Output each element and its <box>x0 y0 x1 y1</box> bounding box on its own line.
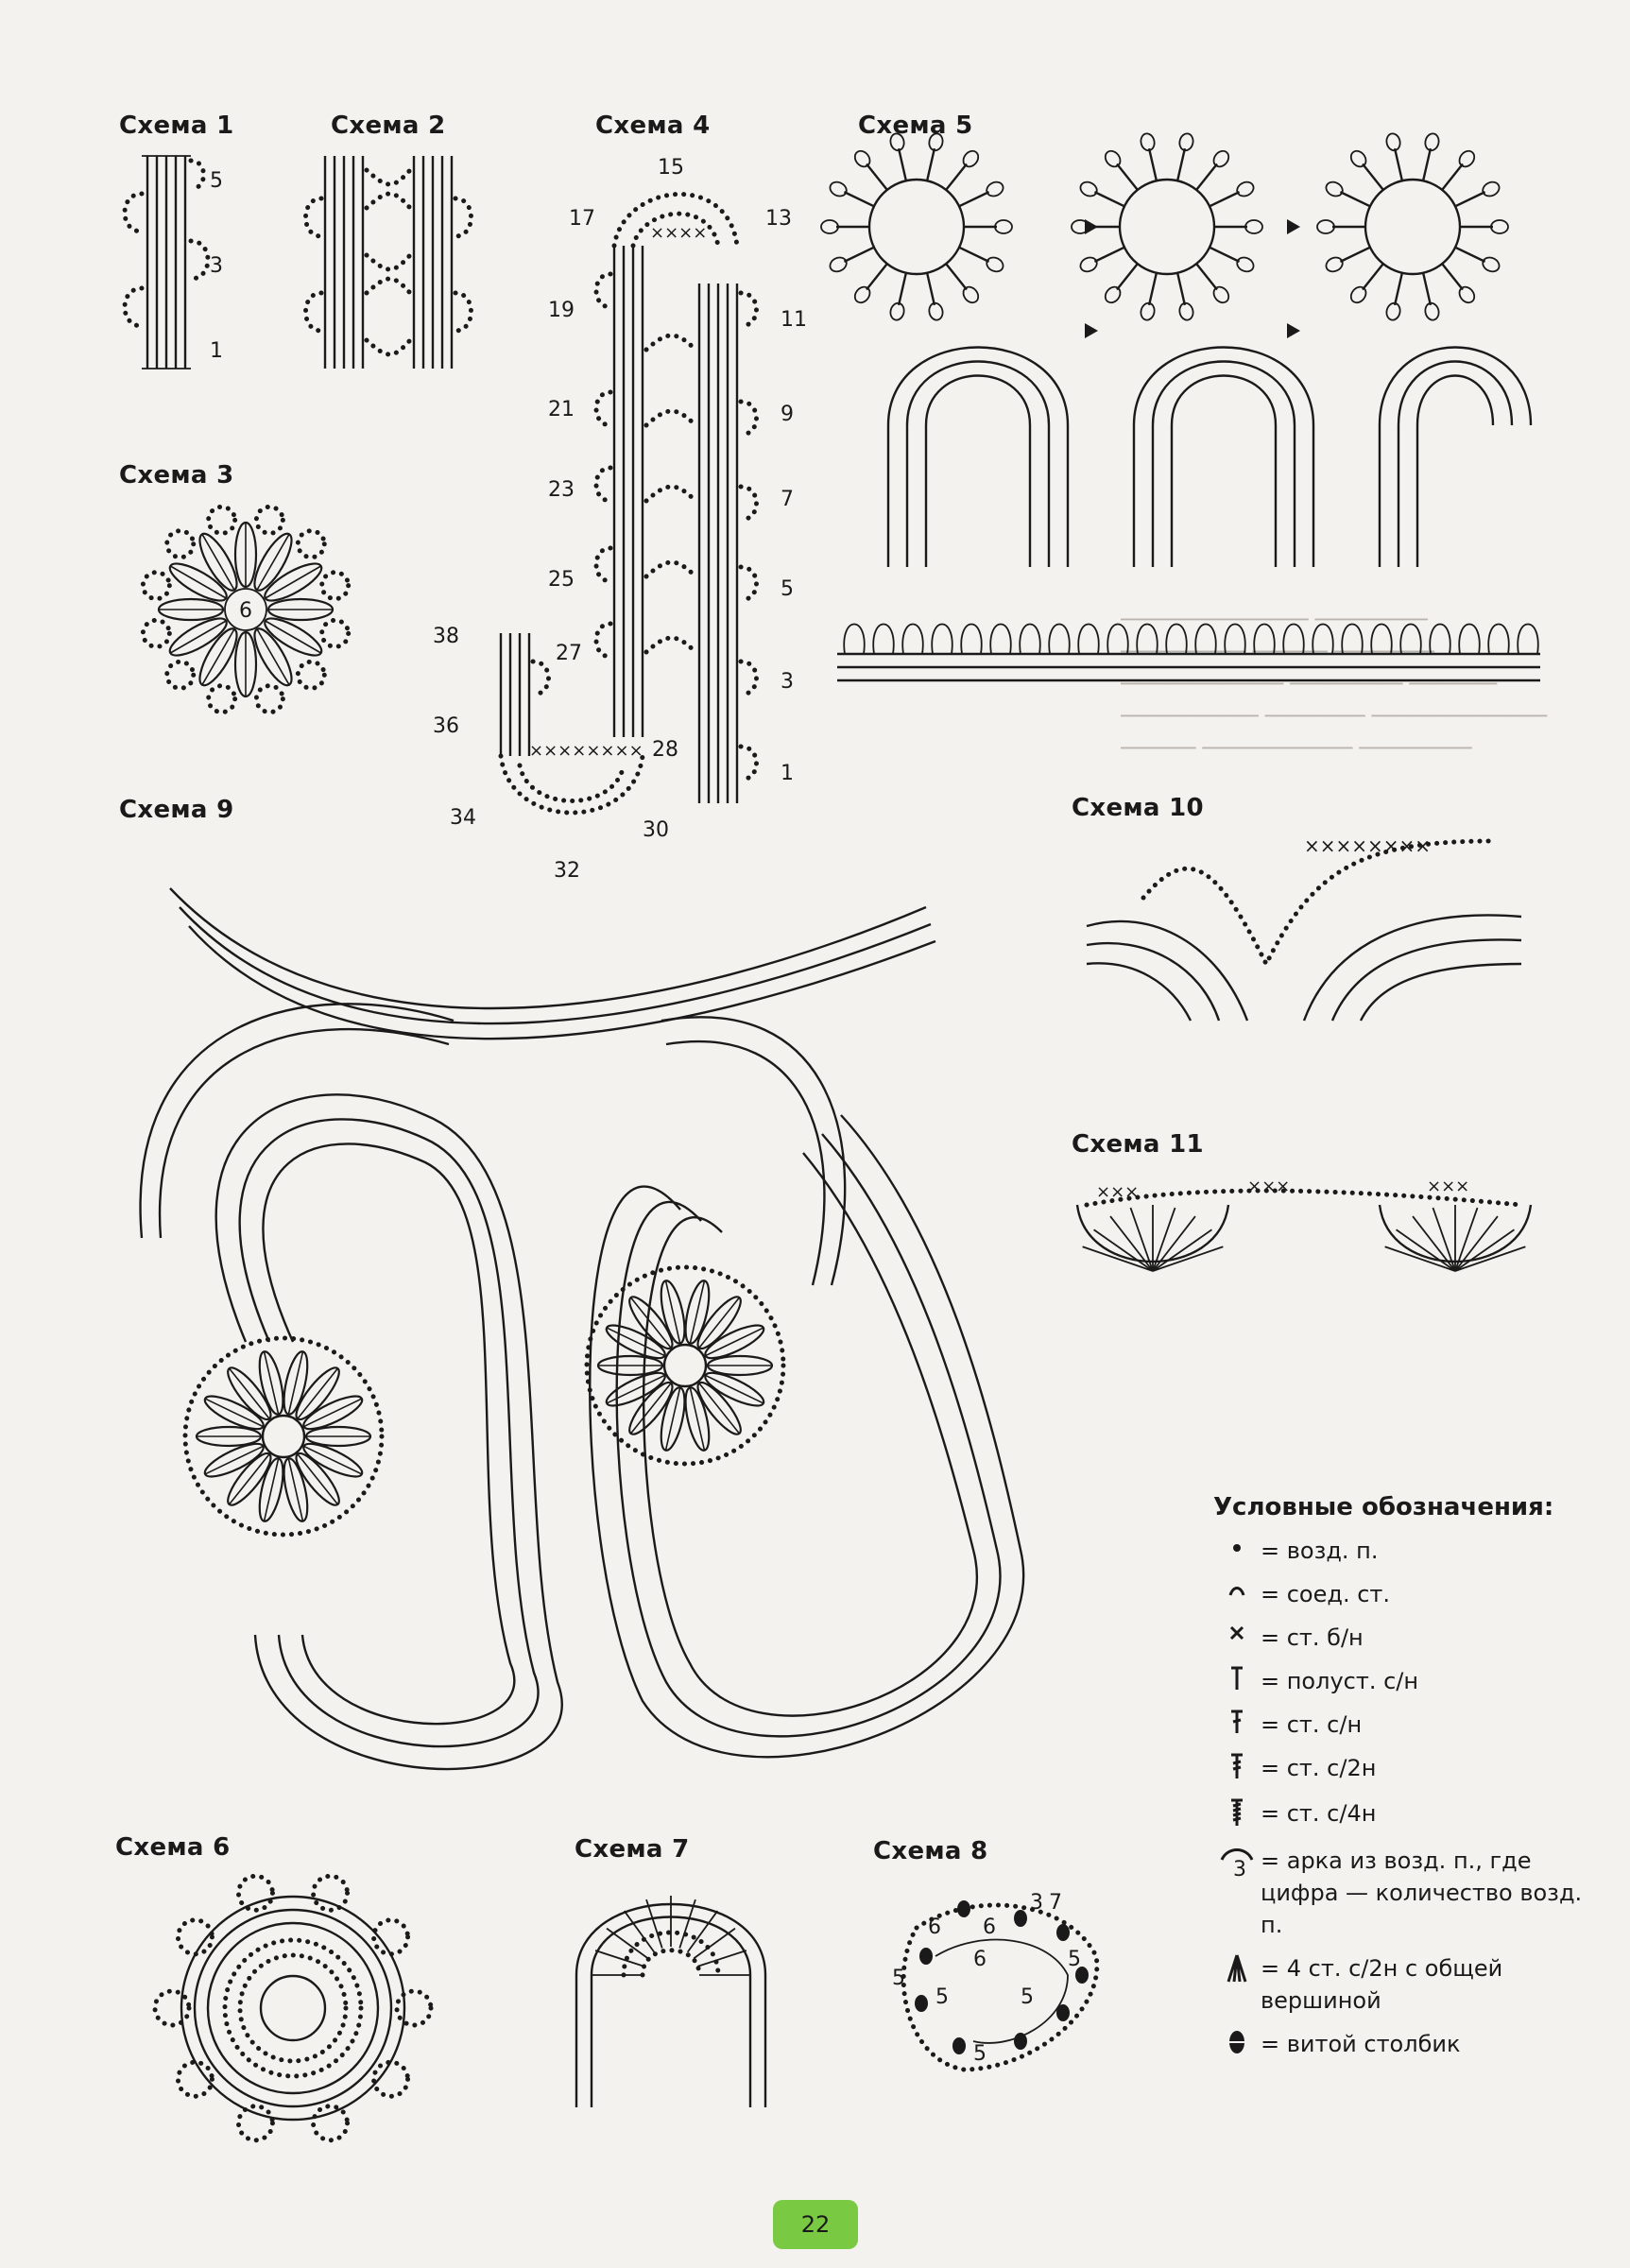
legend-row-chain <box>1213 1535 1610 1567</box>
band-loop <box>844 625 865 655</box>
band-loop <box>961 625 982 655</box>
svg-text:×××: ××× <box>1096 1182 1140 1202</box>
band-loop <box>1283 625 1304 655</box>
spoke <box>679 1899 695 1948</box>
quad-treble-icon <box>1227 1797 1246 1828</box>
scheme-9-title: Схема 9 <box>119 796 234 824</box>
spoke <box>595 1950 643 1967</box>
legend-row-tr <box>1213 1752 1610 1786</box>
picot <box>256 686 283 713</box>
flower-spoke <box>1455 192 1485 206</box>
twisted-stitch-icon <box>1225 2028 1249 2056</box>
flower-spoke <box>1423 273 1431 305</box>
flower-loop <box>995 220 1012 233</box>
legend-row-twisted <box>1213 2028 1610 2062</box>
flower-loop <box>1424 132 1441 152</box>
scheme-6-diagram <box>132 1866 454 2150</box>
s4-label-27: 27 <box>556 642 582 665</box>
picot <box>238 2106 272 2140</box>
legend-text-slip: = соед. ст. <box>1261 1581 1391 1607</box>
band-loop <box>1020 625 1040 655</box>
flower-loop <box>985 255 1005 274</box>
s8-label-5a: 5 <box>892 1967 905 1990</box>
scheme-3-title: Схема 3 <box>119 461 234 490</box>
flower-ring <box>1365 180 1460 274</box>
svg-text:××××××××: ×××××××× <box>1304 834 1432 857</box>
petal-spine <box>666 1387 680 1450</box>
legend-text-tr: = ст. с/2н <box>1261 1755 1377 1781</box>
scheme-9-left-arc <box>141 1004 454 1238</box>
scheme-4-left-column <box>614 246 643 737</box>
arch-icon <box>1218 1845 1256 1881</box>
flower-loop <box>821 220 838 233</box>
flower-loop <box>889 301 906 321</box>
fan-stitch <box>1455 1246 1525 1271</box>
picot <box>256 507 283 533</box>
petal-spine <box>265 1458 279 1521</box>
band-loop <box>1107 625 1128 655</box>
s8-label-5e: 5 <box>973 2042 987 2066</box>
svg-text:××××××××: ×××××××× <box>529 741 643 761</box>
scheme-3-diagram <box>132 496 359 723</box>
flower-spoke <box>844 192 874 206</box>
flower-spoke <box>1196 164 1217 190</box>
scheme-9-right-loop <box>590 1115 1023 1757</box>
s4-label-28: 28 <box>652 738 678 762</box>
flower-spoke <box>927 273 935 305</box>
petal-spine <box>690 1387 704 1450</box>
s8-label-6b: 6 <box>983 1916 996 1939</box>
s4-label-15: 15 <box>658 156 684 180</box>
scheme-11-fans <box>1077 1205 1531 1271</box>
flower-loop <box>1385 132 1402 152</box>
fan-stitch <box>1083 1246 1153 1271</box>
picot <box>209 507 235 533</box>
picot <box>298 662 324 688</box>
flower-spoke <box>899 273 906 305</box>
petal-spine <box>288 1351 302 1414</box>
scheme-10-diagram <box>1077 832 1569 1040</box>
flower-spoke <box>1442 264 1463 289</box>
cluster-icon <box>1225 1952 1249 1984</box>
flower-loop <box>928 301 945 321</box>
spoke <box>698 1950 746 1967</box>
legend-text-dc: = ст. с/н <box>1261 1711 1363 1738</box>
scheme-9-right-arc <box>661 1017 845 1285</box>
scheme-1-stitch-columns <box>142 156 191 369</box>
band-loop <box>1342 625 1363 655</box>
band-loop <box>902 625 923 655</box>
s4-label-19: 19 <box>548 299 575 322</box>
flower-loop <box>1235 180 1256 198</box>
scheme-1-diagram <box>123 151 246 378</box>
svg-text:×××: ××× <box>1247 1177 1291 1196</box>
scheme-10-title: Схема 10 <box>1072 794 1204 822</box>
scheme-4-top-cap <box>614 194 737 246</box>
scheme-9-diagram <box>113 832 1134 1814</box>
flower-loop <box>828 180 849 198</box>
spoke <box>607 1929 648 1959</box>
s4-label-13: 13 <box>765 207 792 231</box>
flower-spoke <box>1442 164 1463 190</box>
scheme-11-diagram <box>1077 1167 1531 1290</box>
petal-spine <box>265 1351 279 1414</box>
flower-loop <box>1245 220 1262 233</box>
scheme-7-spokes <box>592 1896 750 1975</box>
s4-label-11: 11 <box>781 308 807 332</box>
flower-spoke <box>866 164 887 190</box>
band-loop <box>1195 625 1216 655</box>
petal-spine <box>690 1280 704 1343</box>
scheme-4-bottom-cap <box>501 741 643 813</box>
flower-spoke <box>1455 248 1485 262</box>
legend-title: Условные обозначения: <box>1213 1493 1554 1521</box>
flower-loop <box>828 255 849 274</box>
fan-stitch <box>1455 1229 1514 1271</box>
flower-spoke <box>1210 192 1240 206</box>
band-loop <box>1225 625 1245 655</box>
band-loop <box>1078 625 1099 655</box>
legend-text-chain: = возд. п. <box>1261 1538 1379 1564</box>
legend-text-qtr: = ст. с/4н <box>1261 1800 1377 1827</box>
background-text-block: ─────────────── ───────── ────────── ────── ──────── ───────────── ───────── ─────── ─────────── ──────── ────────────── ────── ──────────── ───────── <box>1121 609 1548 761</box>
s4-label-32: 32 <box>554 859 580 883</box>
scheme-1-row-5: 5 <box>210 169 223 193</box>
flower-loop <box>1481 255 1501 274</box>
flower-spoke <box>946 164 967 190</box>
arch-number: 3 <box>1233 1858 1246 1881</box>
band-loop <box>1430 625 1450 655</box>
flower-loop <box>1078 255 1099 274</box>
flower-loop <box>1324 180 1345 198</box>
s8-label-5b: 5 <box>935 1985 949 2009</box>
fan-stitch <box>1385 1246 1455 1271</box>
scheme-4-right-column <box>699 284 737 803</box>
s8-label-7: 7 <box>1049 1891 1062 1915</box>
scheme-6-picots <box>155 1876 431 2139</box>
flower-spoke <box>1177 273 1185 305</box>
legend <box>1213 1493 1610 2073</box>
scheme-4-strip-38 <box>501 633 549 756</box>
band-loop <box>873 625 894 655</box>
scheme-5-loops <box>844 625 1538 655</box>
flower-loop <box>1324 255 1345 274</box>
flower-spoke <box>1363 164 1383 190</box>
s4-label-9: 9 <box>781 403 794 426</box>
scheme-2-left-strip <box>325 156 363 369</box>
flower-spoke <box>1395 273 1402 305</box>
treble-icon <box>1227 1752 1246 1780</box>
scheme-10-right-fan <box>1304 915 1521 1021</box>
spoke <box>688 1911 718 1952</box>
s4-label-36: 36 <box>433 714 459 738</box>
legend-row-arch <box>1213 1845 1610 1941</box>
s4-label-30: 30 <box>643 818 669 842</box>
band-loop <box>1166 625 1187 655</box>
picot <box>298 531 324 558</box>
s4-label-23: 23 <box>548 478 575 502</box>
flower-loop <box>985 180 1005 198</box>
picot <box>143 573 169 599</box>
picot <box>322 620 349 646</box>
spoke <box>625 1911 655 1952</box>
flower-ring <box>869 180 964 274</box>
scheme-5-bottom-band <box>837 654 1540 680</box>
scheme-8-title: Схема 8 <box>873 1837 988 1865</box>
flower-spoke <box>1363 264 1383 289</box>
scheme-4-diagram <box>425 151 822 888</box>
scheme-1-row-3: 3 <box>210 254 223 278</box>
scheme-9-right-flower <box>587 1267 783 1464</box>
flower-loop <box>1424 301 1441 321</box>
s4-label-3: 3 <box>781 670 794 694</box>
picot <box>397 1991 431 2025</box>
legend-text-hdc: = полуст. с/н <box>1261 1668 1419 1694</box>
svg-text:××××: ×××× <box>650 223 708 243</box>
legend-row-slip <box>1213 1578 1610 1610</box>
scheme-3-center-number: 6 <box>239 599 252 623</box>
flower-spoke <box>1117 164 1138 190</box>
flower-loop <box>1178 301 1195 321</box>
legend-text-twisted: = витой столбик <box>1261 2031 1461 2057</box>
flower-spoke <box>1149 148 1157 180</box>
scheme-5-flowers <box>821 132 1508 321</box>
picot <box>238 1876 272 1910</box>
legend-row-sc <box>1213 1622 1610 1654</box>
picot <box>167 662 194 688</box>
flower-spoke <box>1177 148 1185 180</box>
flower-spoke <box>1340 192 1370 206</box>
band-loop <box>932 625 952 655</box>
fan-stitch <box>1153 1246 1223 1271</box>
legend-row-dc <box>1213 1709 1610 1741</box>
flower-spoke <box>866 264 887 289</box>
flower-spoke <box>844 248 874 262</box>
s4-label-21: 21 <box>548 398 575 421</box>
s4-label-34: 34 <box>450 806 476 830</box>
flower-spoke <box>1423 148 1431 180</box>
legend-row-qtr <box>1213 1797 1610 1833</box>
picot <box>322 573 349 599</box>
flower-loop <box>1235 255 1256 274</box>
scheme-2-title: Схема 2 <box>331 112 446 140</box>
picot <box>167 531 194 558</box>
flower-spoke <box>959 248 989 262</box>
scheme-5-arch-shapes <box>888 348 1531 568</box>
x-icon <box>1227 1624 1246 1642</box>
s8-label-5d: 5 <box>1021 1985 1034 2009</box>
half-double-icon <box>1227 1665 1246 1692</box>
petal-spine <box>666 1280 680 1343</box>
scheme-7-title: Схема 7 <box>575 1835 690 1864</box>
picot <box>314 1876 348 1910</box>
picot <box>143 620 169 646</box>
page-number: 22 <box>773 2200 858 2249</box>
flower-loop <box>1078 180 1099 198</box>
fan-stitch <box>1094 1229 1153 1271</box>
s4-label-7: 7 <box>781 488 794 511</box>
flower-loop <box>1481 180 1501 198</box>
band-loop <box>1400 625 1421 655</box>
flower-spoke <box>946 264 967 289</box>
band-loop <box>1488 625 1509 655</box>
svg-text:×××: ××× <box>1427 1177 1470 1196</box>
flower-spoke <box>1094 192 1124 206</box>
picot <box>314 2106 348 2140</box>
band-loop <box>1313 625 1333 655</box>
s4-label-5: 5 <box>781 577 794 601</box>
fan-stitch <box>1153 1229 1211 1271</box>
band-loop <box>1137 625 1158 655</box>
scheme-4-title: Схема 4 <box>595 112 711 140</box>
s8-label-3: 3 <box>1030 1891 1043 1915</box>
flower-ring <box>1120 180 1214 274</box>
scheme-10-left-fan <box>1087 921 1247 1021</box>
flower-spoke <box>1395 148 1402 180</box>
legend-text-sc: = ст. б/н <box>1261 1624 1364 1651</box>
legend-text-arch: = арка из возд. п., где цифра — количество возд. п. <box>1261 1847 1583 1938</box>
petal-spine <box>288 1458 302 1521</box>
flower-spoke <box>1117 264 1138 289</box>
scheme-1-row-1: 1 <box>210 339 223 363</box>
s4-label-38: 38 <box>433 625 459 648</box>
s4-label-25: 25 <box>548 568 575 592</box>
band-loop <box>990 625 1011 655</box>
band-loop <box>1518 625 1538 655</box>
band-loop <box>1459 625 1480 655</box>
scheme-4-picots <box>596 274 757 780</box>
flower-spoke <box>1210 248 1240 262</box>
s4-label-17: 17 <box>569 207 595 231</box>
scheme-9-left-flower <box>185 1338 382 1535</box>
flower-spoke <box>959 192 989 206</box>
flower-loop <box>1178 132 1195 152</box>
band-loop <box>1049 625 1070 655</box>
flower-spoke <box>1094 248 1124 262</box>
scheme-5-diagram <box>832 151 1550 699</box>
scheme-6-title: Схема 6 <box>115 1833 231 1862</box>
picot <box>155 1991 189 2025</box>
s8-label-5c: 5 <box>1068 1948 1081 1971</box>
fan-stitch <box>1397 1229 1455 1271</box>
flower-loop <box>1140 301 1157 321</box>
legend-text-cluster: = 4 ст. с/2н с общей вершиной <box>1261 1955 1503 2014</box>
spoke <box>646 1899 662 1948</box>
flower-loop <box>1317 220 1334 233</box>
scheme-7-diagram <box>567 1871 784 2117</box>
double-icon <box>1227 1709 1246 1735</box>
legend-row-hdc <box>1213 1665 1610 1697</box>
flower-loop <box>1491 220 1508 233</box>
s8-label-6a: 6 <box>928 1916 941 1939</box>
picot <box>209 686 235 713</box>
scheme-11-title: Схема 11 <box>1072 1130 1204 1159</box>
scheme-8-diagram <box>879 1881 1115 2088</box>
flower-loop <box>1385 301 1402 321</box>
scheme-9-top-band <box>170 888 935 1039</box>
flower-spoke <box>1196 264 1217 289</box>
s8-label-6c: 6 <box>973 1948 987 1971</box>
legend-row-cluster <box>1213 1952 1610 2017</box>
scheme-1-title: Схема 1 <box>119 112 234 140</box>
flower-spoke <box>1149 273 1157 305</box>
band-loop <box>1254 625 1275 655</box>
s4-label-1: 1 <box>781 762 794 785</box>
scheme-5-title: Схема 5 <box>858 112 973 140</box>
flower-spoke <box>927 148 935 180</box>
flower-spoke <box>1340 248 1370 262</box>
scheme-5-arrows <box>1085 219 1300 338</box>
slip-stitch-icon <box>1227 1580 1246 1599</box>
scheme-9-left-loop <box>216 1094 562 1769</box>
flower-loop <box>1140 132 1157 152</box>
band-loop <box>1371 625 1392 655</box>
dot-icon <box>1227 1537 1246 1555</box>
flower-spoke <box>899 148 906 180</box>
